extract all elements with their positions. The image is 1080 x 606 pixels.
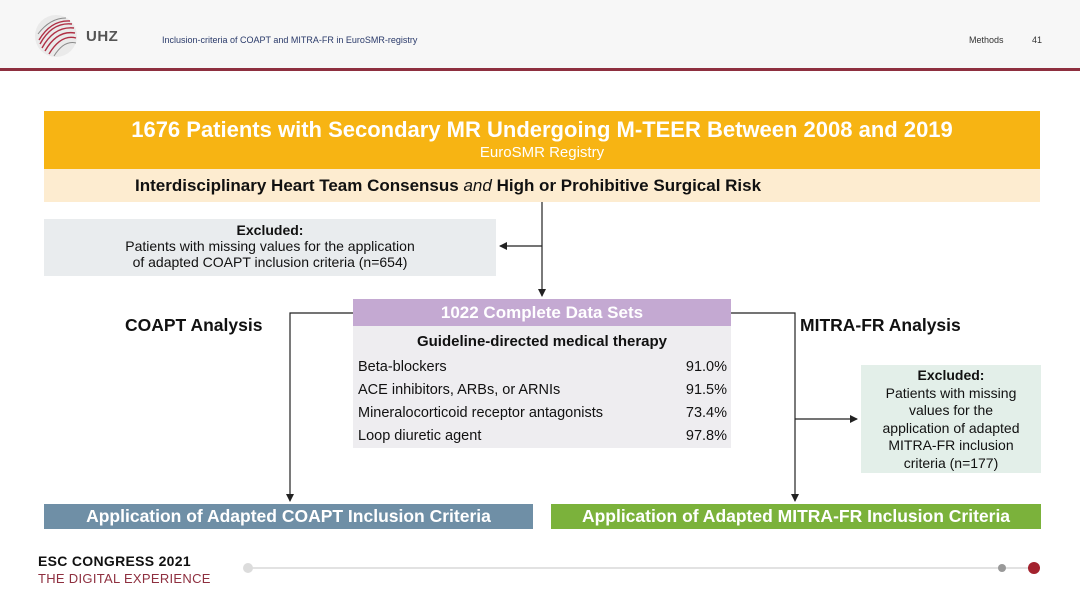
consensus-and: and (463, 176, 492, 195)
excluded-line: of adapted COAPT inclusion criteria (n=654) (132, 254, 408, 270)
medication-value: 91.0% (685, 359, 727, 375)
consensus-text (135, 176, 761, 196)
excluded-mitra-box (861, 365, 1041, 473)
registry-name: EuroSMR Registry (479, 144, 605, 161)
medication-value: 97.8% (685, 428, 727, 444)
medication-row (358, 359, 727, 379)
section-label: Methods (969, 35, 1004, 45)
cohort-banner (44, 111, 1040, 169)
mitra-analysis-label: MITRA-FR Analysis (800, 315, 961, 335)
complete-data-header: 1022 Complete Data Sets (353, 299, 731, 326)
medication-value: 91.5% (685, 382, 727, 398)
coapt-analysis-label: COAPT Analysis (125, 315, 263, 335)
medication-row (358, 405, 727, 425)
page-number: 41 (1032, 35, 1043, 45)
excluded-line: values for the (908, 402, 994, 418)
medication-name: Beta-blockers (358, 359, 447, 375)
excluded-title: Excluded: (236, 222, 304, 238)
arrow-to-coapt (290, 313, 353, 501)
medication-value: 73.4% (685, 405, 727, 421)
consensus-banner (44, 169, 1040, 202)
medication-row (358, 428, 727, 448)
mitra-criteria-box: Application of Adapted MITRA-FR Inclusion Criteria (551, 504, 1041, 529)
cohort-title: 1676 Patients with Secondary MR Undergoing M-TEER Between 2008 and 2019 (131, 117, 953, 142)
medication-name: Loop diuretic agent (358, 428, 482, 444)
excluded-line: Patients with missing values for the application (125, 238, 415, 254)
congress-title: ESC CONGRESS 2021 (38, 553, 191, 569)
excluded-title: Excluded: (917, 367, 985, 383)
slide-title: Inclusion-criteria of COAPT and MITRA-FR in EuroSMR-registry (162, 35, 418, 45)
excluded-line: Patients with missing (885, 384, 1017, 401)
medication-name: Mineralocorticoid receptor antagonists (358, 405, 604, 421)
gdmt-panel (353, 326, 731, 448)
medication-row (358, 382, 727, 402)
uhz-logo-text: UHZ (86, 28, 119, 45)
excluded-line: application of adapted (882, 419, 1020, 436)
consensus-part1: Interdisciplinary Heart Team Consensus (135, 176, 464, 195)
congress-tagline: THE DIGITAL EXPERIENCE (38, 571, 211, 586)
gdmt-title: Guideline-directed medical therapy (416, 333, 668, 350)
consensus-part3: High or Prohibitive Surgical Risk (491, 176, 762, 195)
excluded-line: MITRA-FR inclusion (888, 437, 1014, 453)
excluded-line: criteria (n=177) (903, 454, 999, 471)
arrow-to-mitra (731, 313, 795, 501)
coapt-criteria-box: Application of Adapted COAPT Inclusion Criteria (44, 504, 533, 529)
excluded-coapt-box (44, 219, 496, 276)
medication-name: ACE inhibitors, ARBs, or ARNIs (358, 382, 561, 398)
